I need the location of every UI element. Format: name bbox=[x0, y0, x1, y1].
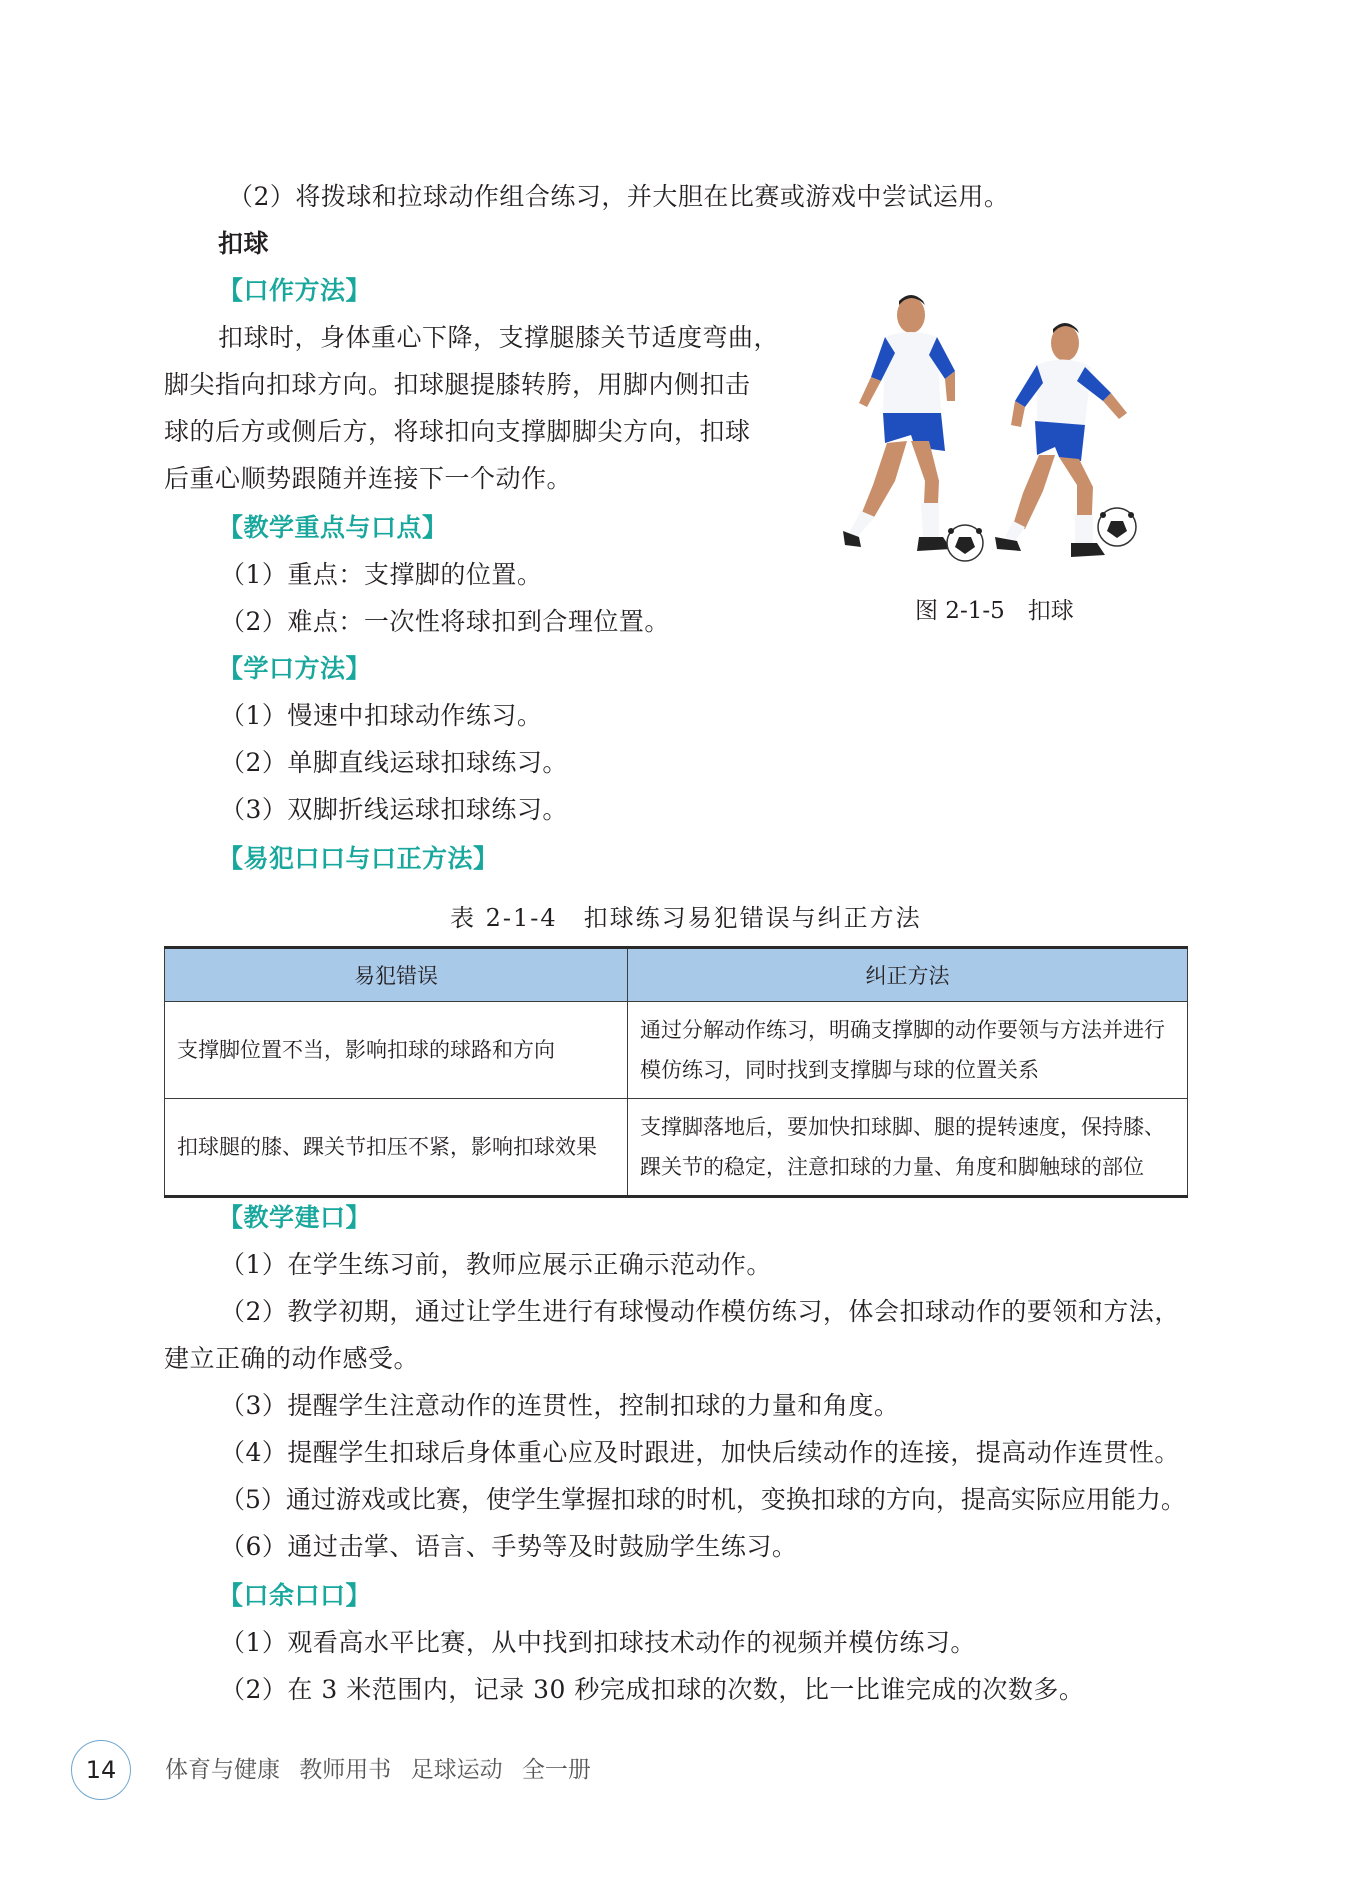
table-cell-correction: 通过分解动作练习，明确支撑脚的动作要领与方法并进行模仿练习，同时找到支撑脚与球的位置关系 bbox=[628, 1002, 1188, 1099]
teaching-item: （3）提醒学生注意动作的连贯性，控制扣球的力量和角度。 bbox=[220, 1391, 900, 1420]
extra-item: （1）观看高水平比赛，从中找到扣球技术动作的视频并模仿练习。 bbox=[220, 1628, 976, 1657]
key-point-item: （2）难点：一次性将球扣到合理位置。 bbox=[220, 607, 670, 636]
player-left-illustration bbox=[843, 295, 955, 551]
table-caption: 表 2-1-4 扣球练习易犯错误与纠正方法 bbox=[450, 904, 922, 932]
table-cell-error: 支撑脚位置不当，影响扣球的球路和方向 bbox=[165, 1002, 628, 1099]
table-cell-correction: 支撑脚落地后，要加快扣球脚、腿的提转速度，保持膝、踝关节的稳定，注意扣球的力量、角度和脚触球的部位 bbox=[628, 1099, 1188, 1197]
teaching-item: （4）提醒学生扣球后身体重心应及时跟进，加快后续动作的连接，提高动作连贯性。 bbox=[220, 1438, 1180, 1467]
footer-text: 体育与健康 教师用书 足球运动 全一册 bbox=[165, 1757, 591, 1783]
action-method-line: 扣球时，身体重心下降，支撑腿膝关节适度弯曲， bbox=[218, 323, 780, 352]
table-row bbox=[165, 1002, 1188, 1099]
page-number: 14 bbox=[71, 1740, 131, 1800]
error-correction-table bbox=[164, 946, 1188, 1198]
errors-heading: 【易犯口口与口正方法】 bbox=[218, 844, 499, 873]
intro-line: （2）将拨球和拉球动作组合练习，并大胆在比赛或游戏中尝试运用。 bbox=[228, 182, 1010, 211]
key-points-heading: 【教学重点与口点】 bbox=[218, 513, 448, 542]
section-title: 扣球 bbox=[218, 229, 270, 258]
teaching-item: （2）教学初期，通过让学生进行有球慢动作模仿练习，体会扣球动作的要领和方法， bbox=[220, 1297, 1180, 1326]
extra-item: （2）在 3 米范围内，记录 30 秒完成扣球的次数，比一比谁完成的次数多。 bbox=[220, 1675, 1085, 1704]
table-header-errors: 易犯错误 bbox=[165, 948, 628, 1002]
action-method-line: 球的后方或侧后方，将球扣向支撑脚脚尖方向，扣球 bbox=[164, 417, 751, 446]
teaching-item: 建立正确的动作感受。 bbox=[164, 1344, 420, 1373]
soccer-players-figure bbox=[815, 275, 1175, 575]
key-point-item: （1）重点：支撑脚的位置。 bbox=[220, 560, 543, 589]
table-cell-error: 扣球腿的膝、踝关节扣压不紧，影响扣球效果 bbox=[165, 1099, 628, 1197]
extra-heading: 【口余口口】 bbox=[218, 1581, 372, 1610]
practice-heading: 【学口方法】 bbox=[218, 654, 372, 683]
figure-caption: 图 2-1-5 扣球 bbox=[915, 598, 1074, 624]
football-left bbox=[947, 525, 983, 561]
practice-item: （1）慢速中扣球动作练习。 bbox=[220, 701, 543, 730]
table-header-corrections: 纠正方法 bbox=[628, 948, 1188, 1002]
football-right bbox=[1098, 508, 1136, 546]
teaching-heading: 【教学建口】 bbox=[218, 1203, 372, 1232]
teaching-item: （1）在学生练习前，教师应展示正确示范动作。 bbox=[220, 1250, 772, 1279]
table-header-row bbox=[165, 948, 1188, 1002]
teaching-item: （6）通过击掌、语言、手势等及时鼓励学生练习。 bbox=[220, 1532, 798, 1561]
practice-item: （2）单脚直线运球扣球练习。 bbox=[220, 748, 568, 777]
teaching-item: （5）通过游戏或比赛，使学生掌握扣球的时机，变换扣球的方向，提高实际应用能力。 bbox=[220, 1485, 1186, 1514]
action-method-line: 后重心顺势跟随并连接下一个动作。 bbox=[164, 464, 573, 493]
table-row bbox=[165, 1099, 1188, 1197]
action-method-heading: 【口作方法】 bbox=[218, 276, 372, 305]
action-method-line: 脚尖指向扣球方向。扣球腿提膝转胯，用脚内侧扣击 bbox=[164, 370, 751, 399]
practice-item: （3）双脚折线运球扣球练习。 bbox=[220, 795, 568, 824]
